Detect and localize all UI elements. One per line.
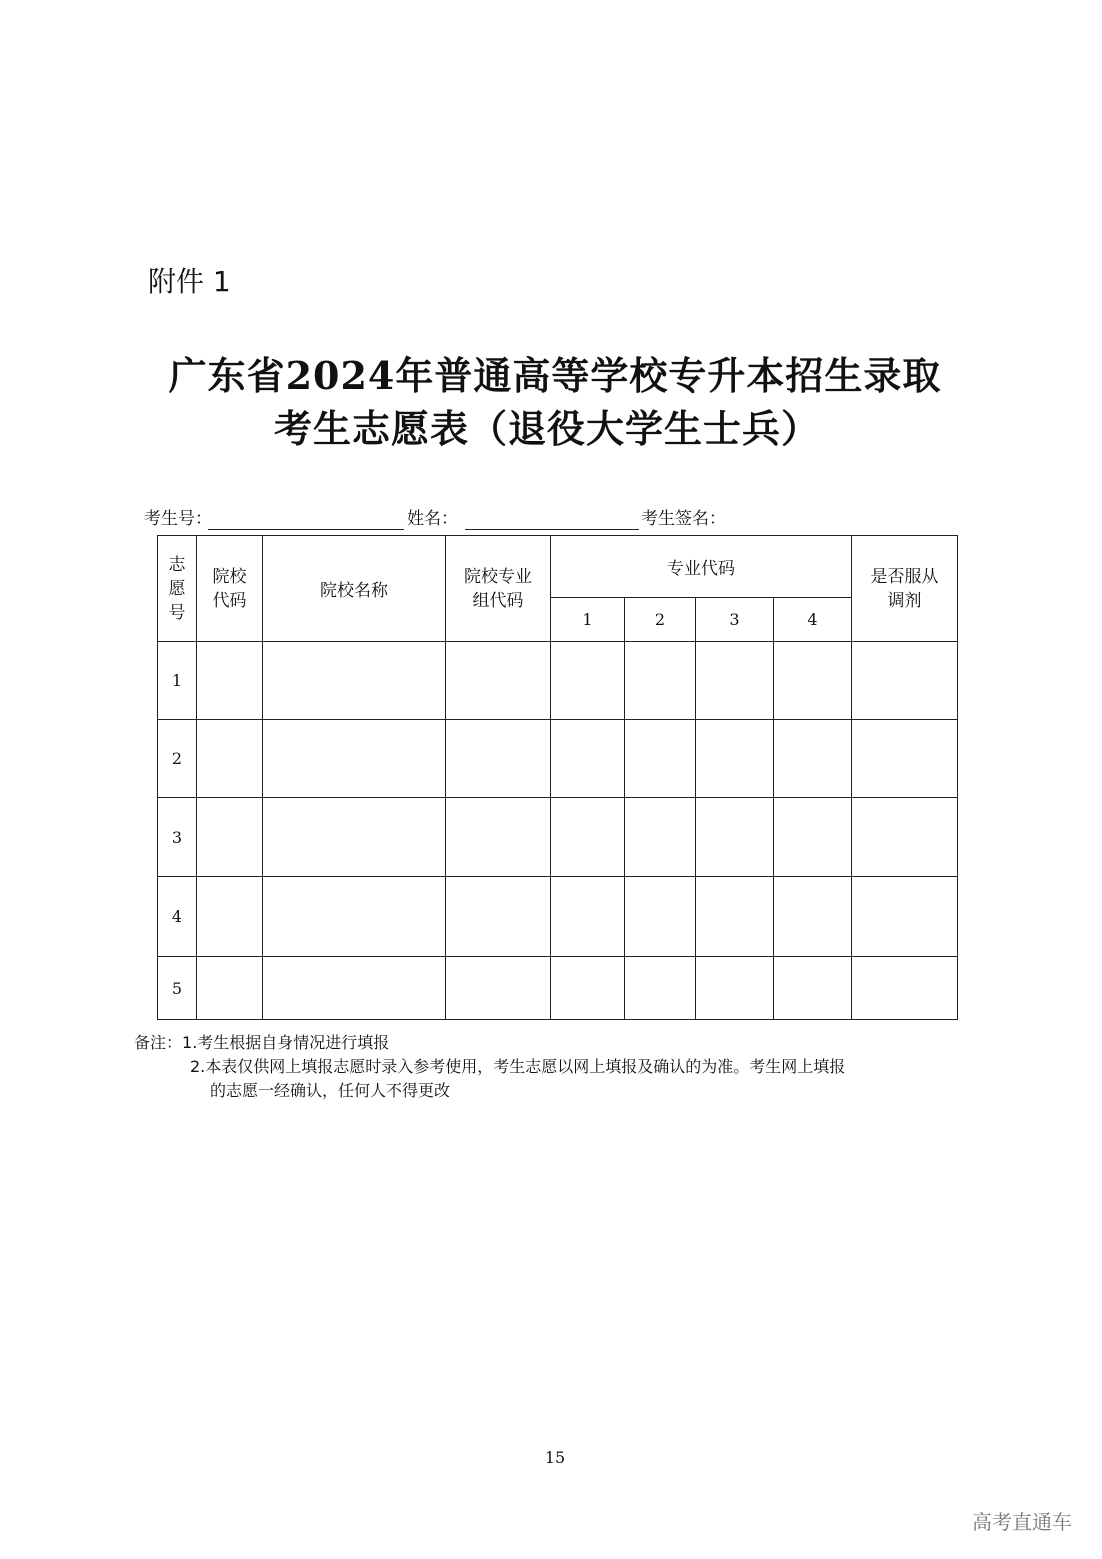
cell-major-3[interactable] — [696, 957, 774, 1020]
row-number: 4 — [158, 877, 197, 957]
cell-group-code[interactable] — [446, 720, 551, 798]
cell-group-code[interactable] — [446, 877, 551, 957]
document-title-line2: 考生志愿表（退役大学生士兵） — [273, 406, 820, 451]
table-row — [158, 720, 958, 798]
row-number: 3 — [158, 798, 197, 877]
header-school-code: 院校 代码 — [197, 536, 263, 642]
cell-major-1[interactable] — [551, 877, 625, 957]
cell-major-1[interactable] — [551, 642, 625, 720]
cell-major-3[interactable] — [696, 642, 774, 720]
cell-adjust[interactable] — [852, 877, 958, 957]
page-number: 15 — [544, 1448, 566, 1467]
cell-major-4[interactable] — [774, 720, 852, 798]
cell-major-2[interactable] — [625, 957, 696, 1020]
row-number: 1 — [158, 642, 197, 720]
cell-major-2[interactable] — [625, 720, 696, 798]
cell-adjust[interactable] — [852, 720, 958, 798]
cell-major-2[interactable] — [625, 877, 696, 957]
cell-major-3[interactable] — [696, 798, 774, 877]
cell-major-2[interactable] — [625, 642, 696, 720]
header-major-code: 专业代码 — [551, 536, 852, 598]
cell-adjust[interactable] — [852, 642, 958, 720]
header-major-3: 3 — [696, 598, 774, 642]
row-number: 2 — [158, 720, 197, 798]
cell-adjust[interactable] — [852, 957, 958, 1020]
exam-number-label: 考生号： — [144, 509, 212, 529]
header-adjust: 是否服从 调剂 — [852, 536, 958, 642]
cell-adjust[interactable] — [852, 798, 958, 877]
preference-table — [157, 535, 958, 1020]
cell-major-2[interactable] — [625, 798, 696, 877]
cell-major-3[interactable] — [696, 720, 774, 798]
cell-group-code[interactable] — [446, 957, 551, 1020]
notes — [134, 1031, 994, 1103]
signature-label: 考生签名： — [641, 509, 726, 529]
header-major-2: 2 — [625, 598, 696, 642]
exam-number-field[interactable] — [208, 529, 404, 530]
cell-group-code[interactable] — [446, 798, 551, 877]
note-item-2-line2: 的志愿一经确认，任何人不得更改 — [210, 1081, 451, 1100]
name-field[interactable] — [465, 529, 639, 530]
table-row — [158, 877, 958, 957]
cell-major-1[interactable] — [551, 798, 625, 877]
cell-group-code[interactable] — [446, 642, 551, 720]
cell-school-code[interactable] — [197, 877, 263, 957]
cell-major-4[interactable] — [774, 642, 852, 720]
header-major-4: 4 — [774, 598, 852, 642]
header-major-1: 1 — [551, 598, 625, 642]
table-row — [158, 642, 958, 720]
header-school-name: 院校名称 — [263, 536, 446, 642]
cell-school-name[interactable] — [263, 798, 446, 877]
row-number: 5 — [158, 957, 197, 1020]
cell-school-name[interactable] — [263, 957, 446, 1020]
document-title-line1: 广东省2024年普通高等学校专升本招生录取 — [168, 353, 942, 398]
cell-school-code[interactable] — [197, 720, 263, 798]
cell-school-code[interactable] — [197, 642, 263, 720]
cell-major-3[interactable] — [696, 877, 774, 957]
cell-school-name[interactable] — [263, 720, 446, 798]
note-item-1: 1.考生根据自身情况进行填报 — [182, 1033, 390, 1052]
cell-school-code[interactable] — [197, 798, 263, 877]
cell-major-4[interactable] — [774, 957, 852, 1020]
notes-label: 备注： — [134, 1033, 183, 1052]
table-row — [158, 957, 958, 1020]
cell-major-4[interactable] — [774, 877, 852, 957]
cell-major-4[interactable] — [774, 798, 852, 877]
cell-major-1[interactable] — [551, 720, 625, 798]
name-label: 姓名： — [407, 509, 458, 529]
cell-major-1[interactable] — [551, 957, 625, 1020]
cell-school-name[interactable] — [263, 877, 446, 957]
note-item-2-line1: 2.本表仅供网上填报志愿时录入参考使用，考生志愿以网上填报及确认的为准。考生网上填报 — [190, 1057, 846, 1076]
cell-school-name[interactable] — [263, 642, 446, 720]
header-group-code: 院校专业 组代码 — [446, 536, 551, 642]
cell-school-code[interactable] — [197, 957, 263, 1020]
header-preference-no: 志 愿 号 — [158, 536, 197, 642]
table-row — [158, 798, 958, 877]
attachment-label: 附件 1 — [148, 265, 231, 298]
notes-line1 — [134, 1031, 994, 1055]
watermark: 高考直通车 — [972, 1510, 1072, 1534]
